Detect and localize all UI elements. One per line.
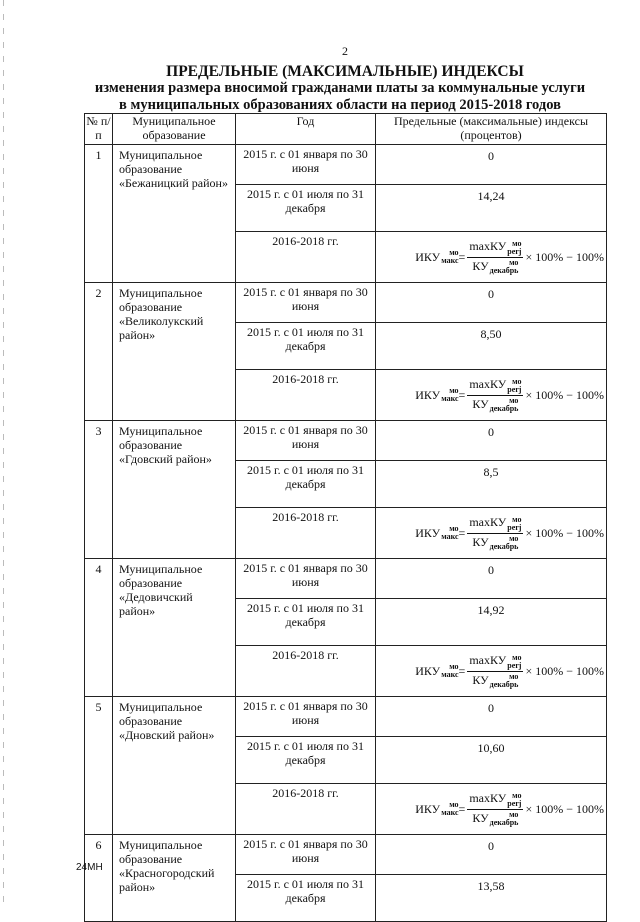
formula-lhs-sup: мо: [449, 524, 459, 533]
index-formula: [376, 508, 607, 559]
formula-expression: [415, 791, 604, 827]
formula-den-sub: декабрь: [489, 403, 519, 413]
formula-fraction: [467, 515, 523, 551]
formula-lhs: ИКУ: [415, 526, 441, 540]
municipality-name: Муниципальное образование «Великолукский район»: [113, 283, 236, 421]
index-formula: [376, 784, 607, 835]
page-number: 2: [342, 44, 348, 58]
table-row: [85, 283, 607, 323]
formula-expression: [415, 377, 604, 413]
index-formula: [376, 370, 607, 421]
municipality-name: Муниципальное образование «Дедовичский район»: [113, 559, 236, 697]
formula-denominator: [470, 810, 520, 827]
formula-tail: × 100% − 100%: [525, 388, 604, 402]
formula-den-text: КУ: [472, 396, 489, 411]
formula-num-sup: мо: [512, 514, 522, 524]
formula-tail: × 100% − 100%: [525, 664, 604, 678]
formula-equals: =: [458, 250, 466, 264]
period-second-half: 2015 г. с 01 июля по 31 декабря: [236, 461, 376, 508]
formula-den-sub: декабрь: [489, 817, 519, 827]
formula-den-text: КУ: [472, 534, 489, 549]
period-first-half: 2015 г. с 01 января по 30 июня: [236, 835, 376, 875]
table-row: [85, 697, 607, 737]
index-formula: [376, 646, 607, 697]
formula-num-indices: [507, 654, 521, 670]
formula-lhs-indices: [441, 525, 458, 541]
municipality-name: Муниципальное образование «Дновский район»: [113, 697, 236, 835]
formula-num-text: maxКУ: [469, 791, 507, 806]
period-second-half: 2015 г. с 01 июля по 31 декабря: [236, 323, 376, 370]
formula-den-sub: декабрь: [489, 541, 519, 551]
formula-num-sup: мо: [512, 376, 522, 386]
period-second-half: 2015 г. с 01 июля по 31 декабря: [236, 185, 376, 232]
index-first-half: 0: [376, 283, 607, 323]
index-formula: [376, 232, 607, 283]
period-2016-2018: 2016-2018 гг.: [236, 784, 376, 835]
index-first-half: 0: [376, 697, 607, 737]
formula-lhs-indices: [441, 801, 458, 817]
formula-den-sup: мо: [509, 257, 519, 267]
formula-lhs-indices: [441, 249, 458, 265]
document-subtitle: [0, 80, 640, 114]
formula-lhs: ИКУ: [415, 250, 441, 264]
formula-fraction: [467, 653, 523, 689]
row-number: 5: [85, 697, 113, 835]
period-second-half: 2015 г. с 01 июля по 31 декабря: [236, 875, 376, 922]
header-year: Год: [236, 114, 376, 145]
formula-num-indices: [507, 240, 521, 256]
formula-num-sup: мо: [512, 652, 522, 662]
municipality-name: Муниципальное образование «Красногородский район»: [113, 835, 236, 922]
period-2016-2018: 2016-2018 гг.: [236, 646, 376, 697]
formula-numerator: [467, 515, 523, 533]
formula-num-text: maxКУ: [469, 377, 507, 392]
formula-expression: [415, 515, 604, 551]
index-second-half: 14,92: [376, 599, 607, 646]
subtitle-line-1: изменения размера вносимой гражданами платы за коммунальные услуги: [94, 80, 586, 96]
formula-lhs-sup: мо: [449, 386, 459, 395]
period-first-half: 2015 г. с 01 января по 30 июня: [236, 145, 376, 185]
formula-num-sub: perj: [507, 384, 522, 394]
formula-fraction: [467, 377, 523, 413]
header-num: № п/п: [85, 114, 113, 145]
formula-den-sub: декабрь: [489, 679, 519, 689]
formula-denominator: [470, 258, 520, 275]
index-first-half: 0: [376, 145, 607, 185]
formula-lhs-sub: макс: [441, 532, 459, 541]
period-2016-2018: 2016-2018 гг.: [236, 232, 376, 283]
formula-num-text: maxКУ: [469, 653, 507, 668]
period-2016-2018: 2016-2018 гг.: [236, 508, 376, 559]
formula-fraction: [467, 791, 523, 827]
index-first-half: 0: [376, 835, 607, 875]
formula-num-indices: [507, 378, 521, 394]
index-second-half: 8,50: [376, 323, 607, 370]
header-index: Предельные (максимальные) индексы (процентов): [376, 114, 607, 145]
formula-den-indices: [490, 811, 519, 827]
row-number: 1: [85, 145, 113, 283]
formula-tail: × 100% − 100%: [525, 802, 604, 816]
formula-tail: × 100% − 100%: [525, 526, 604, 540]
period-first-half: 2015 г. с 01 января по 30 июня: [236, 697, 376, 737]
formula-lhs: ИКУ: [415, 388, 441, 402]
index-second-half: 8,5: [376, 461, 607, 508]
formula-fraction: [467, 239, 523, 275]
index-second-half: 13,58: [376, 875, 607, 922]
row-number: 4: [85, 559, 113, 697]
formula-numerator: [467, 653, 523, 671]
formula-den-sup: мо: [509, 533, 519, 543]
index-second-half: 10,60: [376, 737, 607, 784]
formula-den-sup: мо: [509, 395, 519, 405]
row-number: 2: [85, 283, 113, 421]
period-first-half: 2015 г. с 01 января по 30 июня: [236, 283, 376, 323]
formula-lhs-sup: мо: [449, 662, 459, 671]
formula-equals: =: [458, 802, 466, 816]
document-title: ПРЕДЕЛЬНЫЕ (МАКСИМАЛЬНЫЕ) ИНДЕКСЫ: [166, 63, 524, 80]
formula-denominator: [470, 534, 520, 551]
table-row: [85, 559, 607, 599]
formula-den-sup: мо: [509, 809, 519, 819]
formula-lhs: ИКУ: [415, 802, 441, 816]
period-second-half: 2015 г. с 01 июля по 31 декабря: [236, 737, 376, 784]
formula-lhs-sub: макс: [441, 670, 459, 679]
formula-num-sub: perj: [507, 246, 522, 256]
formula-num-text: maxКУ: [469, 515, 507, 530]
row-number: 6: [85, 835, 113, 922]
formula-lhs-indices: [441, 663, 458, 679]
formula-numerator: [467, 791, 523, 809]
table-row: [85, 421, 607, 461]
formula-lhs: ИКУ: [415, 664, 441, 678]
index-first-half: 0: [376, 559, 607, 599]
formula-num-sup: мо: [512, 238, 522, 248]
municipality-name: Муниципальное образование «Гдовский район»: [113, 421, 236, 559]
formula-den-sup: мо: [509, 671, 519, 681]
period-2016-2018: 2016-2018 гг.: [236, 370, 376, 421]
formula-tail: × 100% − 100%: [525, 250, 604, 264]
formula-lhs-sub: макс: [441, 808, 459, 817]
formula-equals: =: [458, 664, 466, 678]
table-row: [85, 835, 607, 875]
formula-num-text: maxКУ: [469, 239, 507, 254]
formula-denominator: [470, 396, 520, 413]
formula-equals: =: [458, 526, 466, 540]
formula-den-text: КУ: [472, 258, 489, 273]
index-first-half: 0: [376, 421, 607, 461]
formula-lhs-sub: макс: [441, 256, 459, 265]
formula-lhs-sup: мо: [449, 248, 459, 257]
formula-num-sub: perj: [507, 522, 522, 532]
period-first-half: 2015 г. с 01 января по 30 июня: [236, 559, 376, 599]
formula-denominator: [470, 672, 520, 689]
formula-num-indices: [507, 516, 521, 532]
scan-edge-artifact: [3, 0, 4, 905]
municipality-name: Муниципальное образование «Бежаницкий район»: [113, 145, 236, 283]
formula-numerator: [467, 377, 523, 395]
row-number: 3: [85, 421, 113, 559]
period-first-half: 2015 г. с 01 января по 30 июня: [236, 421, 376, 461]
formula-expression: [415, 653, 604, 689]
indices-table: [84, 113, 607, 922]
formula-den-indices: [490, 259, 519, 275]
formula-lhs-sup: мо: [449, 800, 459, 809]
footer-code: 24МН: [76, 862, 103, 873]
formula-equals: =: [458, 388, 466, 402]
subtitle-line-2: в муниципальных образованиях области на период 2015-2018 годов: [119, 97, 561, 113]
header-name: Муниципальное образование: [113, 114, 236, 145]
index-second-half: 14,24: [376, 185, 607, 232]
formula-lhs-sub: макс: [441, 394, 459, 403]
formula-num-sub: perj: [507, 660, 522, 670]
formula-num-sup: мо: [512, 790, 522, 800]
table-header-row: [85, 114, 607, 145]
formula-lhs-indices: [441, 387, 458, 403]
table-row: [85, 145, 607, 185]
formula-den-text: КУ: [472, 672, 489, 687]
formula-num-sub: perj: [507, 798, 522, 808]
period-second-half: 2015 г. с 01 июля по 31 декабря: [236, 599, 376, 646]
formula-num-indices: [507, 792, 521, 808]
formula-den-sub: декабрь: [489, 265, 519, 275]
formula-expression: [415, 239, 604, 275]
formula-den-indices: [490, 673, 519, 689]
formula-den-text: КУ: [472, 810, 489, 825]
formula-den-indices: [490, 397, 519, 413]
formula-den-indices: [490, 535, 519, 551]
formula-numerator: [467, 239, 523, 257]
